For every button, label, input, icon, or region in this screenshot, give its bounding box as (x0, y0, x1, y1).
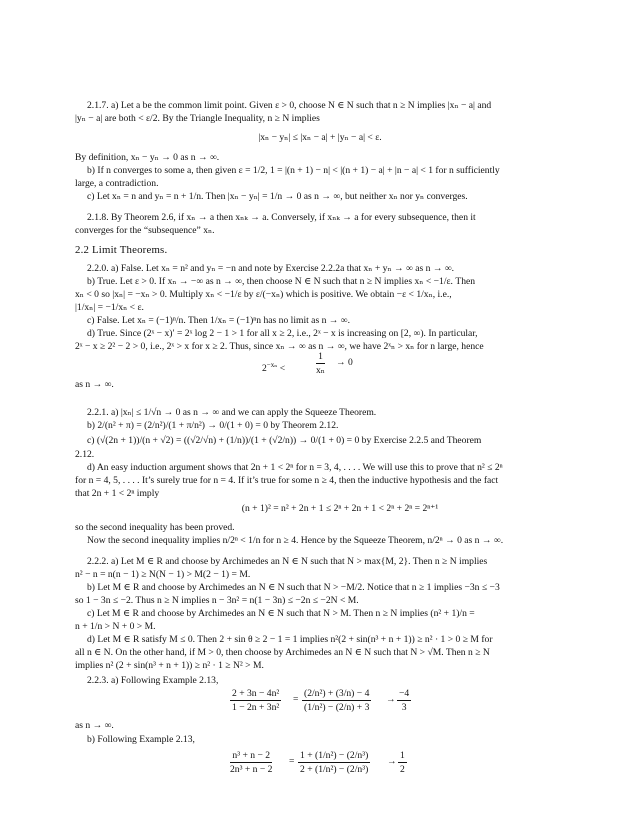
paragraph-line: large, a contradiction. (75, 178, 159, 189)
paragraph-line: 2.1.7. a) Let a be the common limit point. Given ε > 0, choose N ∈ N such that n ≥ N implies |xₙ − a| and (87, 100, 492, 111)
equation-b-num-1: n³ + n − 2 (230, 750, 272, 763)
paragraph-line: 2.1.8. By Theorem 2.6, if xₙ → a then xₙₖ → a. Conversely, if xₙₖ → a for every subsequence, then it (87, 212, 476, 223)
equation-a-num-1: 2 + 3n − 4n² (232, 688, 280, 699)
section-heading: 2.2 Limit Theorems. (75, 244, 168, 256)
equation-b-den-3: 2 (400, 764, 405, 775)
equation-a-num-3: −4 (399, 688, 410, 699)
equation-a-equals: = (293, 694, 299, 705)
paragraph-line: d) An easy induction argument shows that 2n + 1 < 2ⁿ for n = 3, 4, . . . . We will use this to prove that n² ≤ 2ⁿ (87, 462, 503, 473)
paragraph-line: c) Let M ∈ R and choose by Archimedes an N ∈ N such that N > M. Then n ≥ N implies (n² + 1)/n = (87, 608, 475, 619)
equation-b-den-1: 2n³ + n − 2 (230, 764, 273, 775)
paragraph-line: 2.2.1. a) |xₙ| ≤ 1/√n → 0 as n → ∞ and we can apply the Squeeze Theorem. (87, 407, 377, 418)
paragraph-line: c) False. Let xₙ = (−1)ⁿ/n. Then 1/xₙ = (−1)ⁿn has no limit as n → ∞. (87, 315, 350, 326)
paragraph-line: Now the second inequality implies n/2ⁿ < 1/n for n ≥ 4. Hence by the Squeeze Theorem, n/2ⁿ → 0 as n → ∞. (87, 535, 504, 546)
display-equation: (n + 1)² = n² + 2n + 1 ≤ 2ⁿ + 2n + 1 < 2ⁿ + 2ⁿ = 2ⁿ⁺¹ (241, 503, 439, 514)
paragraph-line: |yₙ − a| are both < ε/2. By the Triangle Inequality, n ≥ N implies (75, 113, 320, 124)
equation-a-fraction-2 (302, 688, 371, 713)
equation-a-den-1: 1 − 2n + 3n² (232, 702, 280, 713)
equation-a-den-3: 3 (401, 702, 407, 713)
equation-b-num-3: 1 (400, 750, 405, 761)
paragraph-line: 2.2.0. a) False. Let xₙ = n² and yₙ = −n and note by Exercise 2.2.2a that xₙ + yₙ → ∞ as n → ∞. (87, 263, 455, 274)
equation-a-den-2: (1/n²) − (2/n) + 3 (304, 702, 370, 713)
equation-b-equals: = (289, 756, 295, 767)
equation-b-fraction-2 (298, 750, 370, 775)
paragraph-line: n² − n = n(n − 1) ≥ N(N − 1) > M(2 − 1) = M. (75, 569, 251, 580)
equation-exp-sup: −xₙ (266, 361, 278, 369)
paragraph-line: b) Let M ∈ R and choose by Archimedes an N ∈ N such that N > −M/2. Notice that n ≥ 1 implies −3n ≤ −3 (87, 582, 500, 593)
paragraph-line: b) If n converges to some a, then given ε = 1/2, 1 = |(n + 1) − n| < |(n + 1) − a| + |n − a| < 1 for n sufficiently (87, 165, 500, 176)
equation-b-arrow: → (387, 756, 397, 767)
paragraph-line: By definition, xₙ − yₙ → 0 as n → ∞. (75, 152, 220, 163)
display-equation: |xₙ − yₙ| ≤ |xₙ − a| + |yₙ − a| < ε. (258, 132, 382, 143)
paragraph-line: 2.12. (75, 449, 95, 460)
equation-b-den-2: 2 + (1/n²) − (2/n³) (300, 764, 369, 775)
paragraph-line: that 2n + 1 < 2ⁿ imply (75, 488, 160, 499)
equation-exp-tail: → 0 (336, 357, 353, 368)
paragraph-line: 2.2.2. a) Let M ∈ R and choose by Archimedes an N ∈ N such that N > max{M, 2}. Then n ≥ N implies (87, 556, 488, 567)
equation-a-fraction-1 (230, 688, 281, 713)
equation-b-fraction-1 (230, 750, 272, 775)
paragraph-line: 2.2.3. a) Following Example 2.13, (87, 675, 219, 686)
paragraph-line: b) 2/(n² + π) = (2/n²)/(1 + π/n²) → 0/(1 + 0) = 0 by Theorem 2.12. (87, 420, 339, 431)
equation-b-fraction-3 (398, 750, 407, 775)
equation-exp-base (262, 359, 285, 375)
paragraph-line: so 1 − 3n ≤ −2. Thus n ≥ N implies n − 3n² = n(1 − 3n) ≤ −2n ≤ −2N < M. (75, 595, 359, 606)
equation-exp-lt: < (279, 363, 286, 375)
paragraph-line: so the second inequality has been proved. (75, 522, 235, 533)
paragraph-line: d) Let M ∈ R satisfy M ≤ 0. Then 2 + sin θ ≥ 2 − 1 = 1 implies n²(2 + sin(n³ + n + 1)) ≥ n² · 1 > 0 ≥ M for (87, 634, 493, 645)
equation-exp-num: 1 (316, 351, 325, 364)
paragraph-line: b) True. Let ε > 0. If xₙ → −∞ as n → ∞, then choose N ∈ N such that n ≥ N implies xₙ < −1/ε. Then (87, 276, 476, 287)
paragraph-line: converges for the “subsequence” xₙ. (75, 225, 215, 236)
paragraph-line: d) True. Since (2ˣ − x)′ = 2ˣ log 2 − 1 > 1 for all x ≥ 2, i.e., 2ˣ − x is increasing on [2, ∞). In particular, (87, 328, 478, 339)
equation-b-num-2: 1 + (1/n²) − (2/n³) (300, 750, 369, 761)
paragraph-line: as n → ∞. (75, 379, 114, 390)
paragraph-line: b) Following Example 2.13, (87, 734, 195, 745)
paragraph-line: implies n² (2 + sin(n³ + n + 1)) ≥ n² · 1 ≥ N² > M. (75, 660, 264, 671)
equation-exp-den: xₙ (316, 365, 325, 376)
paragraph-line: all n ∈ N. On the other hand, if M > 0, then choose by Archimedes an N ∈ N such that N > √M. Then n ≥ N (75, 647, 490, 658)
paragraph-line: as n → ∞. (75, 720, 114, 731)
equation-a-arrow: → (386, 694, 396, 705)
equation-a-num-2: (2/n²) + (3/n) − 4 (304, 688, 370, 699)
paragraph-line: |1/xₙ| = −1/xₙ < ε. (75, 302, 144, 313)
paragraph-line: for n = 4, 5, . . . . It’s surely true for n = 4. If it’s true for some n ≥ 4, then the inductive hypothesis and the fact (75, 475, 499, 486)
equation-exp-lead: 2 (262, 363, 267, 375)
paragraph-line: c) Let xₙ = n and yₙ = n + 1/n. Then |xₙ − yₙ| = 1/n → 0 as n → ∞, but neither xₙ nor yₙ converges. (87, 191, 468, 202)
equation-exp-fraction (316, 351, 325, 376)
paragraph-line: n + 1/n > N + 0 > M. (75, 621, 156, 632)
paragraph-line: xₙ < 0 so |xₙ| = −xₙ > 0. Multiply xₙ < −1/ε by ε/(−xₙ) which is positive. We obtain −ε < 1/xₙ, i.e., (75, 289, 452, 300)
paragraph-line: c) (√(2n + 1))/(n + √2) = ((√2/√n) + (1/n))/(1 + (√2/n)) → 0/(1 + 0) = 0 by Exercise 2.2.5 and Theorem (87, 435, 482, 446)
paragraph-line: 2ˣ − x ≥ 2² − 2 > 0, i.e., 2ˣ > x for x ≥ 2. Thus, since xₙ → ∞ as n → ∞, we have 2ˣₙ > xₙ for n large, hence (75, 341, 484, 352)
equation-a-fraction-3 (397, 688, 411, 713)
